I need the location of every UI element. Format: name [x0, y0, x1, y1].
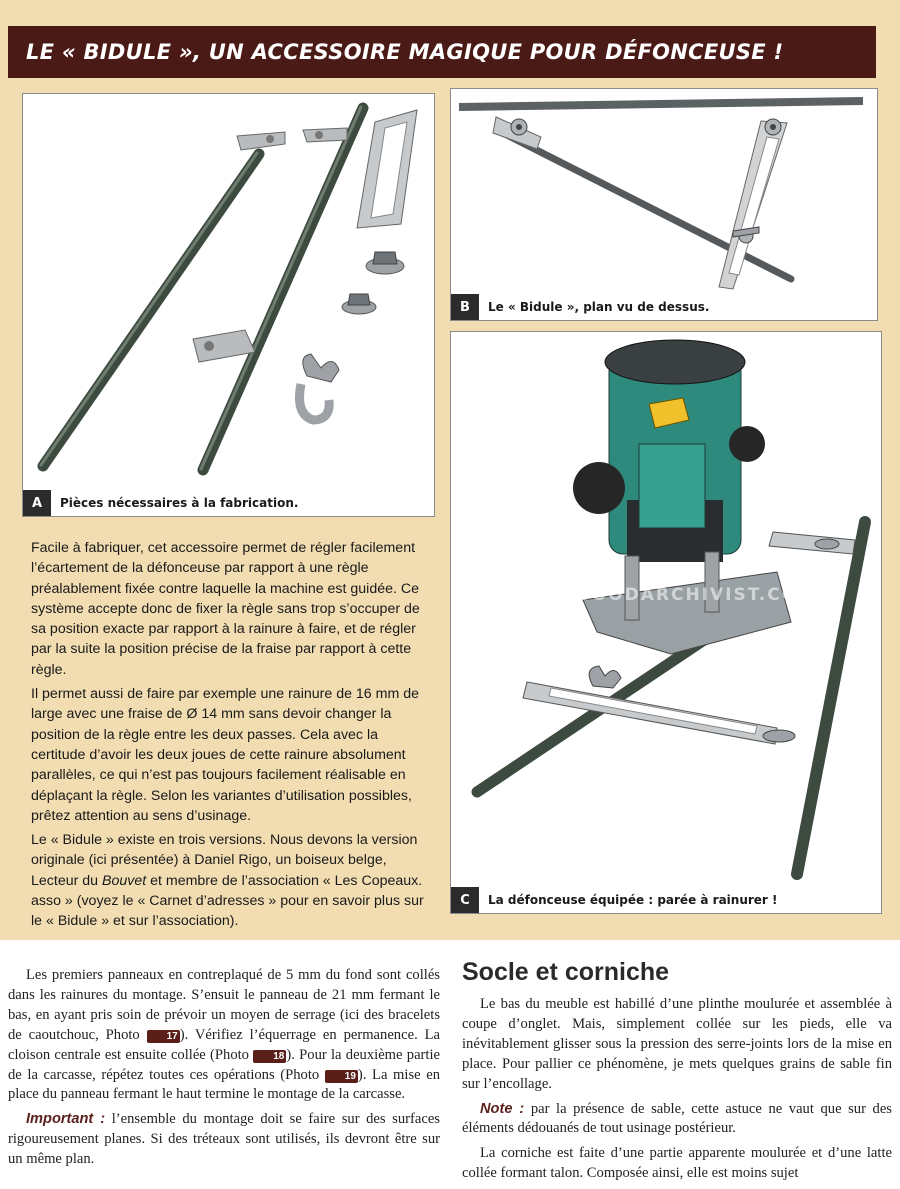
- figure-c-watermark: WOODARCHIVIST.COM: [571, 585, 818, 605]
- sidebar-paragraph: Il permet aussi de faire par exemple une rainure de 16 mm de large avec une fraise de Ø 14 mm sans devoir changer la position de la règle entre les deux passes. Cela avec la certitude d’avoir les deux joues de cette rainure absolument parallèles, ce qui n’est pas toujours facilement réalisable en déplaçant la règle. Selon les variantes d’utilisation possibles, prêtez attention au sens d’usinage.: [31, 686, 419, 824]
- body-text-run: ). La mise en place du panneau fermant le haut termine le montage de la carcasse.: [8, 1066, 440, 1103]
- sidebar-emphasis: Bouvet: [102, 872, 147, 889]
- figure-b-letter: B: [451, 294, 479, 320]
- body-paragraph: [8, 1110, 440, 1170]
- sidebar-text-run: Le « Bidule » existe en trois versions. Nous devons la version originale (ici présentée) à Daniel Rigo, un boiseux belge, Lecteur du: [31, 832, 418, 889]
- figure-b: [450, 88, 878, 321]
- figure-b-illustration: [451, 89, 877, 294]
- figure-c-caption: [451, 887, 778, 913]
- photo-number-badge: 18: [253, 1050, 286, 1063]
- sidebar-text-run: et membre de l’association « Les Copeaux. asso » (voyez le « Carnet d’adresses » pour en savoir plus sur le « Bidule » et sur l’association).: [31, 872, 424, 930]
- figure-c-letter: C: [451, 887, 479, 913]
- figure-b-caption: [451, 294, 709, 320]
- sidebar-paragraph: Facile à fabriquer, cet accessoire permet de régler facilement l’écartement de la défonceuse par rapport à une règle préalablement fixée contre laquelle la machine est guidée. Ce système accepte donc de fixer la règle sans trop s’occuper de sa position exacte par rapport à la rainure à faire, et de régler par la suite la position précise de la fraise par rapport à cette règle.: [31, 540, 420, 678]
- right-column: [462, 995, 892, 1189]
- body-paragraph: [8, 966, 440, 1105]
- photo-number-badge: 19: [325, 1070, 358, 1083]
- article-title: LE « BIDULE », UN ACCESSOIRE MAGIQUE POUR DÉFONCEUSE !: [26, 40, 784, 64]
- note-lead: Note :: [480, 1100, 525, 1117]
- figure-a-caption-text: Pièces nécessaires à la fabrication.: [60, 496, 299, 510]
- left-column: [8, 966, 440, 1175]
- figure-a: [22, 93, 435, 517]
- body-text-run: ). Vérifiez l’équerrage en permanence. La cloison centrale est ensuite collée (Photo: [8, 1026, 440, 1063]
- body-text-run: l’ensemble du montage doit se faire sur des surfaces rigoureusement planes. Si des tréteaux sont utilisés, ils devront être sur un même plan.: [8, 1111, 440, 1168]
- body-paragraph: [462, 1100, 892, 1140]
- section-heading: Socle et corniche: [462, 958, 670, 986]
- article-title-bar: [8, 26, 876, 78]
- body-text-run: Les premiers panneaux en contreplaqué de 5 mm du fond sont collés dans les rainures du montage. S’ensuit le panneau de 21 mm fermant le bas, en ayant pris soin de prévoir un moyen de serrage (ici des bracelets de caoutchouc, Photo: [8, 967, 440, 1043]
- figure-b-caption-text: Le « Bidule », plan vu de dessus.: [488, 300, 710, 314]
- figure-a-letter: A: [23, 490, 51, 516]
- sidebar-text: [31, 538, 435, 936]
- figure-c-illustration: [451, 332, 881, 887]
- body-paragraph: La corniche est faite d’une partie apparente moulurée et d’une latte collée formant talon. Composée ainsi, elle est moins sujet: [462, 1145, 892, 1182]
- figure-a-caption: [23, 490, 298, 516]
- sidebar-paragraph: [31, 830, 435, 931]
- body-text-run: par la présence de sable, cette astuce ne vaut que sur des éléments dédouanés de tout usinage postérieur.: [462, 1100, 892, 1137]
- photo-number-badge: 17: [147, 1030, 180, 1043]
- body-text-run: ). Pour la deuxième partie de la carcasse, répétez toutes ces opérations (Photo: [8, 1046, 441, 1083]
- figure-a-illustration: [23, 94, 434, 490]
- figure-c: [450, 331, 882, 914]
- important-lead: Important :: [26, 1111, 106, 1128]
- figure-c-caption-text: La défonceuse équipée : parée à rainurer !: [488, 893, 778, 907]
- body-paragraph: Le bas du meuble est habillé d’une plinthe moulurée et assemblée à coupe d’onglet. Mais, simplement collée sur les pieds, elle va inévitablement glisser sous la pression des serre-joints lors de la mise en place. Pour pallier ce phénomène, je mets quelques grains de sable fin sur l’encollage.: [462, 996, 892, 1092]
